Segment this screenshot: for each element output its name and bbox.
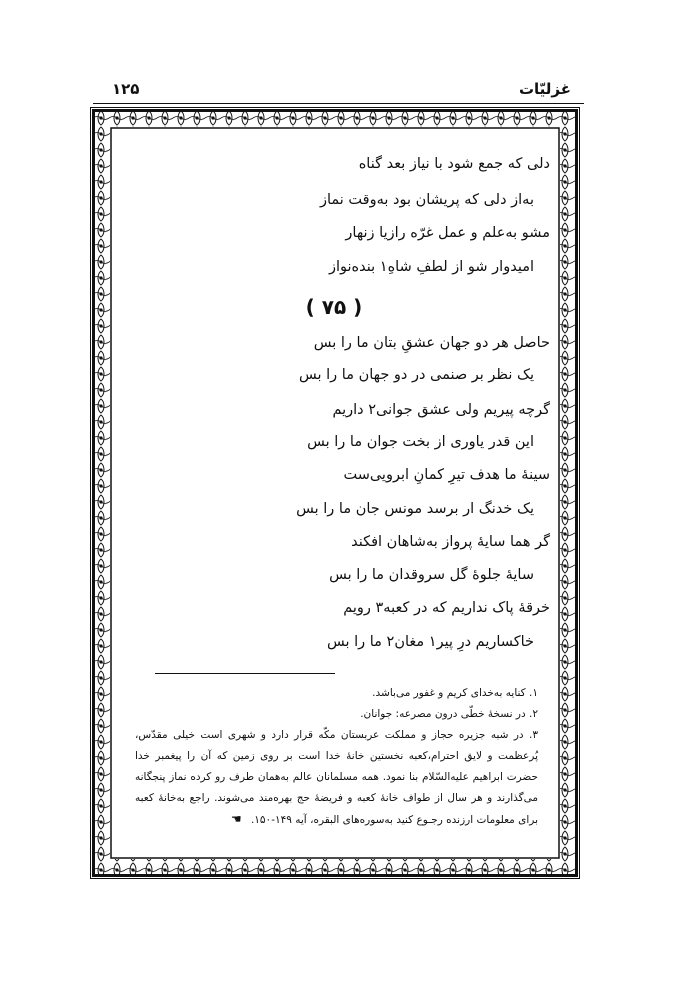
- footnotes: [135, 683, 538, 831]
- verse-line: دلی که جمع شود با نیاز بعد گناه: [358, 156, 550, 172]
- ghazal-heading: ( ۷۵ ): [305, 295, 363, 319]
- page-header: [0, 80, 681, 104]
- verse-line: مشو به‌علم و عمل غرّه رازیا زنهار: [345, 225, 550, 241]
- running-title: غزلیّات: [518, 80, 571, 98]
- footnote: ۲. در نسخهٔ خطّی درون مصرعه: جوانان.: [360, 708, 538, 720]
- verse-line: سایهٔ جلوهٔ گل سروقدان ما را بس: [329, 567, 534, 583]
- verse-line: این قدر یاوری از بخت جوان ما را بس: [307, 434, 534, 450]
- footnote-rule: [155, 673, 335, 674]
- verse-line: خاکساریم درِ پیر۱ مغان۲ ما را بس: [326, 634, 534, 650]
- verse-line: گرچه پیریم ولی عشق جوانی۲ داریم: [332, 402, 550, 418]
- verse-line: یک خدنگ ار برسد مونس جان ما را بس: [296, 501, 534, 517]
- verse-line: گر هما سایهٔ پرواز به‌شاهان افکند: [351, 534, 550, 550]
- page-number: ۱۲۵: [112, 80, 140, 98]
- verse-line: خرقهٔ پاک نداریم که در کعبه۳ رویم: [343, 600, 550, 616]
- verse-line: امیدوار شو از لطفِ شاهِ۱ بنده‌نواز: [328, 259, 534, 275]
- footnote-block: [135, 725, 538, 831]
- verse-line: حاصل هر دو جهان عشقِ بتان ما را بس: [313, 335, 550, 351]
- verse-line: سینهٔ ما هدف تیرِ کمانِ ابرویی‌ست: [343, 467, 550, 483]
- pointing-hand-icon: ☚: [230, 812, 242, 826]
- footnote: ۱. کنایه به‌خدای کریم و غفور می‌باشد.: [372, 687, 538, 699]
- verse-line: یک نظر بر صنمی در دو جهان ما را بس: [299, 367, 534, 383]
- footnote: ۳. در شبه جزیره حجاز و مملکت عربستان مکّه قرار دارد و شهری است خیلی مقدّس، پُرعظمت و لایق احترام،کعبه نخستین خانهٔ خدا است بر روی زمین که آن را پیغمبر خدا حضرت ابراهیم علیه‌السّلام بنا نمود. همه مسلمانان عالم به‌همان طرف رو کرده نماز پنجگانه می‌گذارند و هر سال از طواف خانهٔ کعبه و فریضهٔ حج بهره‌مند می‌شوند. راجع به‌خانهٔ کعبه برای معلومات ارزنده رجـوع کنید به‌سوره‌های البقره، آیه ۱۴۹-۱۵۰.: [135, 729, 538, 826]
- verse-line: به‌از دلی که پریشان بود به‌وقت نماز: [319, 192, 534, 208]
- header-rule: [93, 103, 584, 104]
